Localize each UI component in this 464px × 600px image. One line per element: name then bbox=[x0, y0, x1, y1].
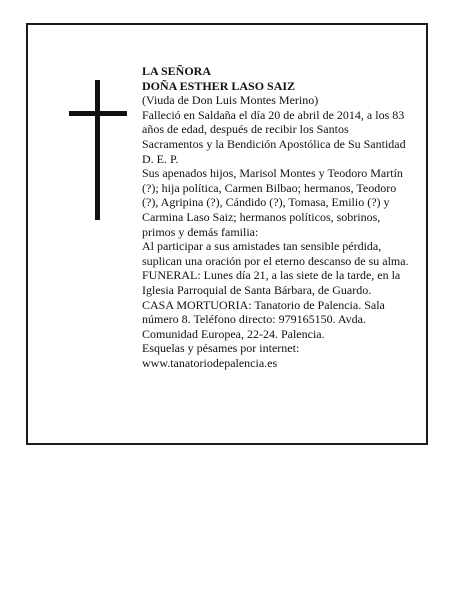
notice-line: Iglesia Parroquial de Santa Bárbara, de Guardo. bbox=[142, 282, 372, 297]
cross-icon-bar bbox=[69, 111, 127, 116]
notice-line: D. E. P. bbox=[142, 151, 179, 166]
notice-line: (?), Agripina (?), Cándido (?), Tomasa, Emilio (?) y bbox=[142, 195, 390, 210]
obituary-text bbox=[142, 64, 446, 370]
notice-line: Sus apenados hijos, Marisol Montes y Teodoro Martín bbox=[142, 166, 403, 181]
notice-line: Falleció en Saldaña el día 20 de abril de 2014, a los 83 bbox=[142, 107, 405, 122]
notice-line: Comunidad Europea, 22-24. Palencia. bbox=[142, 326, 325, 341]
website-link[interactable]: www.tanatoriodepalencia.es bbox=[142, 355, 278, 370]
notice-line: número 8. Teléfono directo: 979165150. Avda. bbox=[142, 312, 367, 327]
notice-line: Al participar a sus amistades tan sensible pérdida, bbox=[142, 239, 382, 254]
obituary-card bbox=[26, 23, 428, 445]
notice-heading: LA SEÑORA bbox=[142, 64, 212, 78]
notice-line: años de edad, después de recibir los Santos bbox=[142, 122, 349, 137]
notice-line: Carmina Laso Saiz; hermanos políticos, sobrinos, bbox=[142, 209, 381, 224]
notice-line: Sacramentos y la Bendición Apostólica de Su Santidad bbox=[142, 136, 406, 151]
notice-line: primos y demás familia: bbox=[142, 224, 259, 239]
deceased-name: DOÑA ESTHER LASO SAIZ bbox=[142, 78, 296, 93]
notice-line: Esquelas y pésames por internet: bbox=[142, 341, 300, 356]
notice-line: CASA MORTUORIA: Tanatorio de Palencia. Sala bbox=[142, 297, 385, 312]
notice-line: (?); hija política, Carmen Bilbao; hermanos, Teodoro bbox=[142, 180, 397, 195]
notice-line: suplican una oración por el eterno descanso de su alma. bbox=[142, 253, 409, 268]
notice-line: (Viuda de Don Luis Montes Merino) bbox=[142, 93, 319, 108]
notice-line: FUNERAL: Lunes día 21, a las siete de la tarde, en la bbox=[142, 268, 401, 283]
cross-icon bbox=[95, 80, 100, 220]
